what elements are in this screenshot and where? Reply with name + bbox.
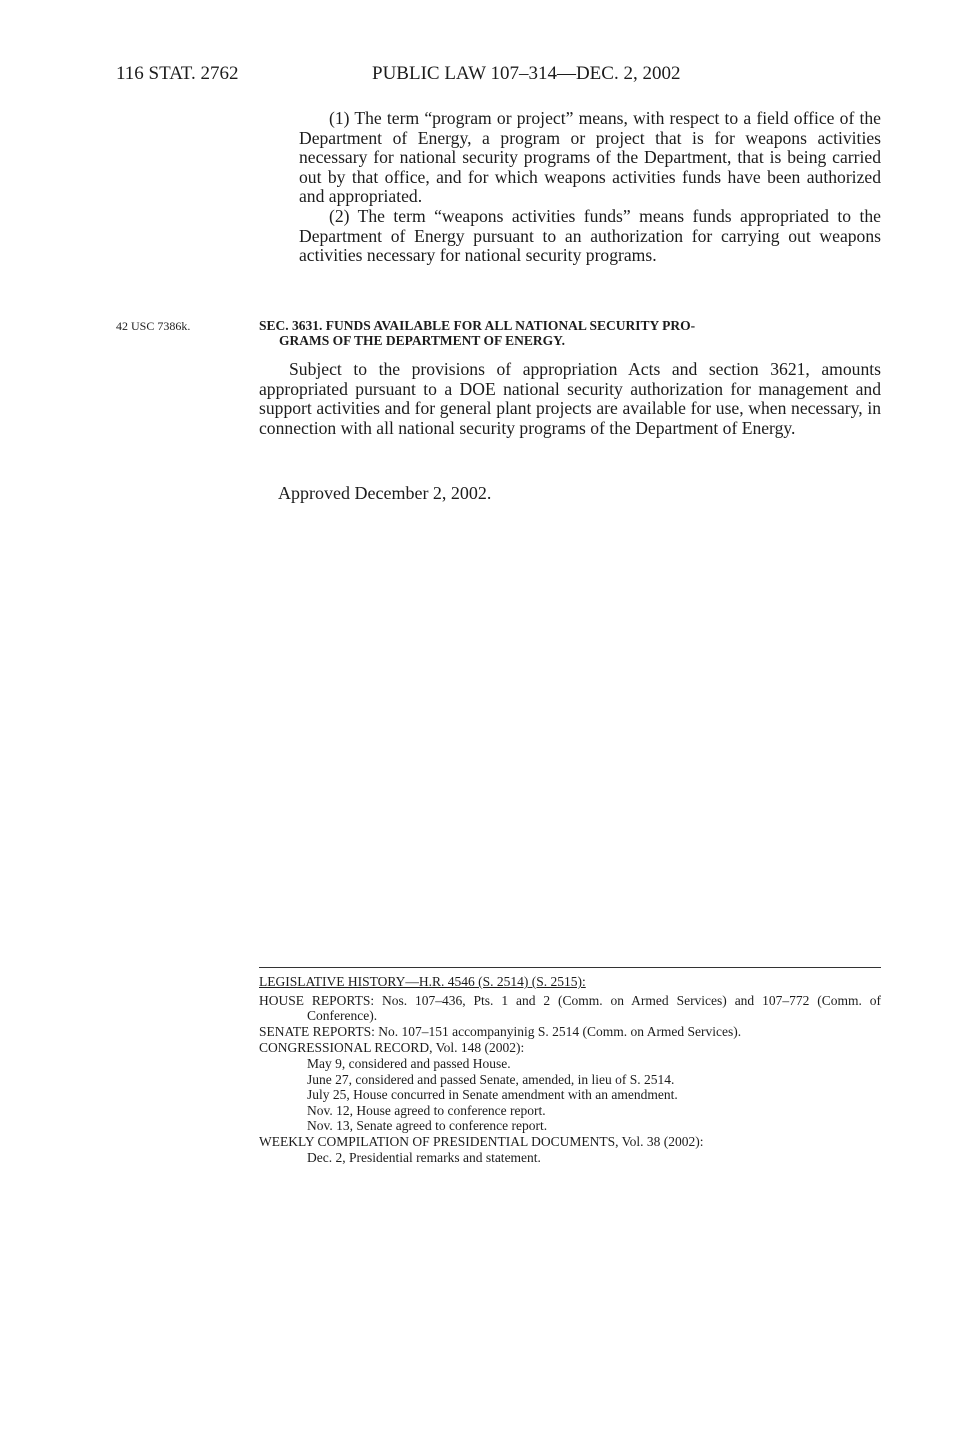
section-heading [259,318,881,348]
section-heading-line-1: SEC. 3631. FUNDS AVAILABLE FOR ALL NATIONAL SECURITY PRO- [259,318,696,333]
definition-program-or-project: (1) The term “program or project” means, with respect to a field office of the Department of Energy, a program or project that is for weapons activities necessary for national security programs of the Department, that is being carried out by that office, and for which weapons activities funds have been authorized and appropriated. [299,108,881,207]
history-title: LEGISLATIVE HISTORY—H.R. 4546 (S. 2514) (S. 2515): [259,974,586,989]
record-item: Nov. 13, Senate agreed to conference report. [307,1118,548,1133]
section-3631-text: Subject to the provisions of appropriation Acts and section 3621, amounts appropriated pursuant to a DOE national security authorization for management and support activities and for general plant projects are available for use, when necessary, in connection with all national security programs of the Department of Energy. [259,359,881,438]
record-item: Nov. 12, House agreed to conference report. [307,1102,546,1118]
approved-date: Approved December 2, 2002. [278,483,492,503]
usc-margin-note: 42 USC 7386k. [116,319,191,333]
legislative-history [259,967,881,1165]
record-item: July 25, House concurred in Senate amendment with an amendment. [307,1087,678,1102]
congressional-record-items [259,1056,881,1134]
definitions-block [299,109,881,266]
law-title-header: PUBLIC LAW 107–314—DEC. 2, 2002 [372,63,681,84]
senate-reports: SENATE REPORTS: No. 107–151 accompanyinig S. 2514 (Comm. on Armed Services). [259,1024,742,1039]
definition-weapons-activities-funds: (2) The term “weapons activities funds” means funds appropriated to the Department of Energy pursuant to an authorization for carrying out weapons activities necessary for national security programs. [299,205,881,266]
record-item: May 9, considered and passed House. [307,1056,511,1071]
record-item: June 27, considered and passed Senate, amended, in lieu of S. 2514. [307,1071,675,1087]
congressional-record: CONGRESSIONAL RECORD, Vol. 148 (2002): [259,1040,525,1055]
section-heading-line-2: GRAMS OF THE DEPARTMENT OF ENERGY. [279,333,566,348]
history-divider [259,967,881,968]
section-body [259,360,881,438]
weekly-item: Dec. 2, Presidential remarks and statement. [307,1149,541,1165]
weekly-compilation: WEEKLY COMPILATION OF PRESIDENTIAL DOCUMENTS, Vol. 38 (2002): [259,1133,704,1149]
page-reference: 116 STAT. 2762 [116,63,239,84]
weekly-compilation-items [259,1150,881,1166]
house-reports: HOUSE REPORTS: Nos. 107–436, Pts. 1 and 2 (Comm. on Armed Services) and 107–772 (Comm. of Conference). [259,993,881,1023]
